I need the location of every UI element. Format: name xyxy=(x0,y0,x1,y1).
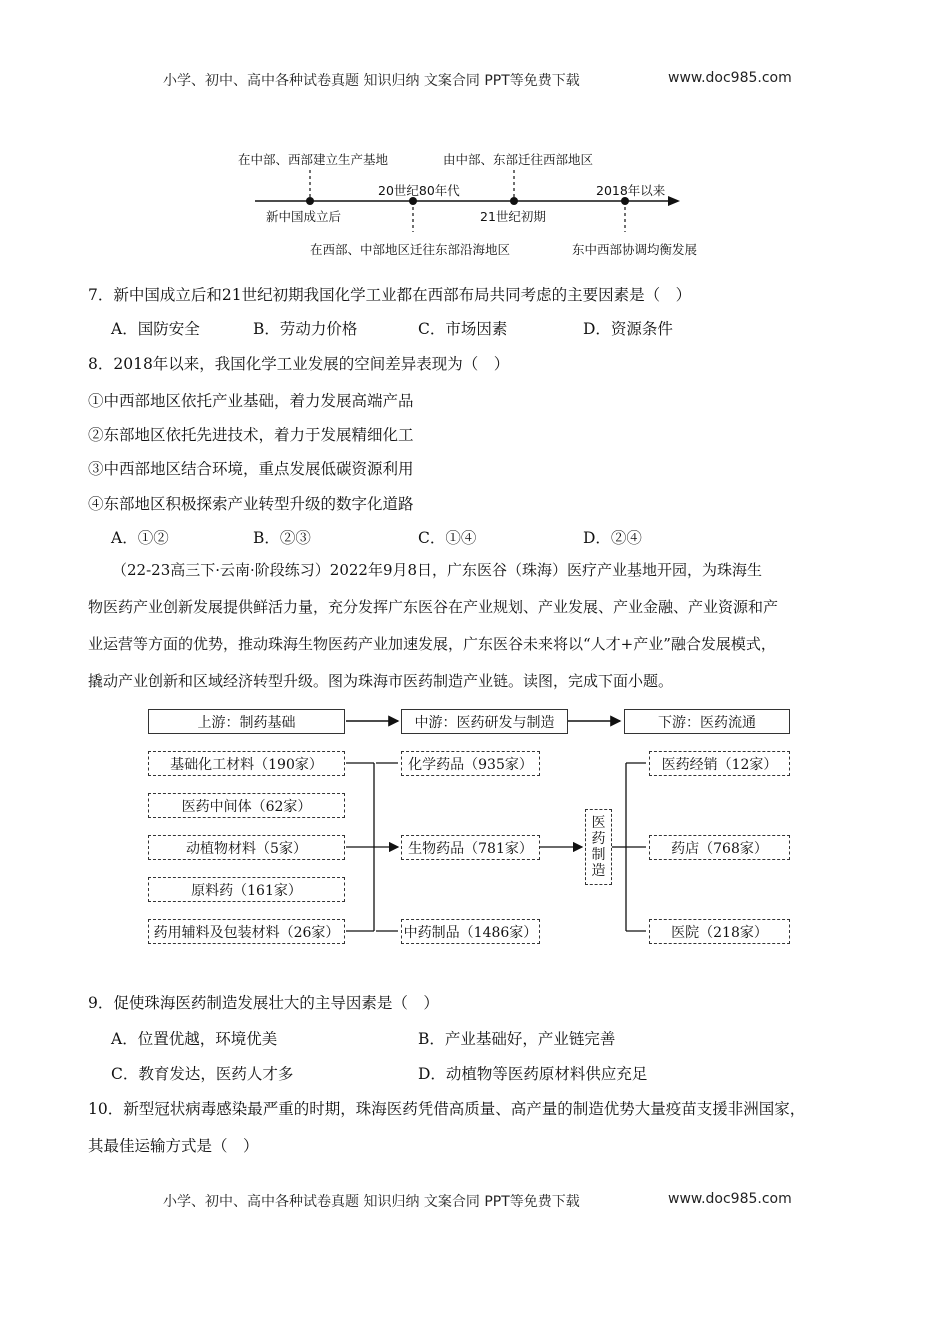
timeline-dot-1 xyxy=(306,197,314,205)
passage-line-4: 撬动产业创新和区域经济转型升级。图为珠海市医药制造产业链。读图，完成下面小题。 xyxy=(88,672,674,690)
upstream-item-3: 动植物材料（5家） xyxy=(148,835,345,860)
timeline-event-3: 由中部、东部迁往西部地区 xyxy=(443,152,594,167)
pharma-manufacturing-box xyxy=(585,809,612,885)
q10-stem-line-1: 10．新型冠状病毒感染最严重的时期，珠海医药凭借高质量、高产量的制造优势大量疫苗支援非洲国家， xyxy=(88,1100,806,1118)
q10-stem-line-2: 其最佳运输方式是（ ） xyxy=(88,1137,259,1155)
timeline-arrow xyxy=(668,196,680,206)
header-ad-text: 小学、初中、高中各种试卷真题 知识归纳 文案合同 PPT等免费下载 xyxy=(163,73,580,89)
q8-option-a: A．①② xyxy=(111,529,169,547)
q7-option-a: A．国防安全 xyxy=(111,320,200,338)
upstream-item-5: 药用辅料及包装材料（26家） xyxy=(148,919,345,944)
timeline-time-4: 2018年以来 xyxy=(596,183,666,198)
passage-line-2: 物医药产业创新发展提供鲜活力量，充分发挥广东医谷在产业规划、产业发展、产业金融、产业资源和产 xyxy=(88,598,779,616)
footer-website: www.doc985.com xyxy=(668,1191,792,1207)
timeline-dot-3 xyxy=(510,197,518,205)
downstream-header: 下游：医药流通 xyxy=(624,709,790,734)
midstream-item-1: 化学药品（935家） xyxy=(401,751,540,776)
timeline-time-3: 21世纪初期 xyxy=(480,209,546,224)
timeline-event-2: 在西部、中部地区迁往东部沿海地区 xyxy=(310,242,511,257)
timeline-time-1: 新中国成立后 xyxy=(266,209,342,224)
q8-option-d: D．②④ xyxy=(583,529,642,547)
midstream-item-3: 中药制品（1486家） xyxy=(401,919,540,944)
footer-ad-text: 小学、初中、高中各种试卷真题 知识归纳 文案合同 PPT等免费下载 xyxy=(163,1194,580,1210)
upstream-item-2: 医药中间体（62家） xyxy=(148,793,345,818)
q9-stem: 9．促使珠海医药制造发展壮大的主导因素是（ ） xyxy=(88,994,439,1012)
q9-option-a: A．位置优越，环境优美 xyxy=(111,1030,278,1048)
passage-line-3: 业运营等方面的优势，推动珠海生物医药产业加速发展，广东医谷未来将以“人才+产业”融合发展模式， xyxy=(88,635,776,653)
midstream-header: 中游：医药研发与制造 xyxy=(401,709,568,734)
center-char-1: 医 xyxy=(591,815,606,831)
q8-item-4: ④东部地区积极探索产业转型升级的数字化道路 xyxy=(88,495,414,513)
q7-stem: 7．新中国成立后和21世纪初期我国化学工业都在西部布局共同考虑的主要因素是（ ） xyxy=(88,286,692,304)
center-char-4: 造 xyxy=(591,863,606,879)
q7-option-c: C．市场因素 xyxy=(418,320,508,338)
downstream-item-3: 医院（218家） xyxy=(649,919,790,944)
downstream-item-1: 医药经销（12家） xyxy=(649,751,790,776)
downstream-item-2: 药店（768家） xyxy=(649,835,790,860)
timeline-event-4: 东中西部协调均衡发展 xyxy=(572,242,698,257)
q7-option-b: B．劳动力价格 xyxy=(253,320,358,338)
upstream-item-1: 基础化工材料（190家） xyxy=(148,751,345,776)
q7-option-d: D．资源条件 xyxy=(583,320,673,338)
q9-option-d: D．动植物等医药原材料供应充足 xyxy=(418,1065,648,1083)
timeline-axis xyxy=(0,0,950,270)
q9-option-b: B．产业基础好，产业链完善 xyxy=(418,1030,616,1048)
q8-stem: 8．2018年以来，我国化学工业发展的空间差异表现为（ ） xyxy=(88,355,510,373)
center-char-3: 制 xyxy=(591,847,606,863)
q8-option-b: B．②③ xyxy=(253,529,311,547)
passage-line-1: （22-23高三下·云南·阶段练习）2022年9月8日，广东医谷（珠海）医疗产业基地开园，为珠海生 xyxy=(112,561,763,579)
timeline-time-2: 20世纪80年代 xyxy=(378,183,460,198)
center-char-2: 药 xyxy=(591,831,606,847)
q8-item-1: ①中西部地区依托产业基础，着力发展高端产品 xyxy=(88,392,414,410)
q8-option-c: C．①④ xyxy=(418,529,477,547)
upstream-item-4: 原料药（161家） xyxy=(148,877,345,902)
q9-option-c: C．教育发达，医药人才多 xyxy=(111,1065,294,1083)
header-website: www.doc985.com xyxy=(668,70,792,86)
upstream-header: 上游：制药基础 xyxy=(148,709,345,734)
q8-item-2: ②东部地区依托先进技术，着力于发展精细化工 xyxy=(88,426,414,444)
midstream-item-2: 生物药品（781家） xyxy=(401,835,540,860)
q8-item-3: ③中西部地区结合环境，重点发展低碳资源利用 xyxy=(88,460,414,478)
timeline-event-1: 在中部、西部建立生产基地 xyxy=(238,152,389,167)
